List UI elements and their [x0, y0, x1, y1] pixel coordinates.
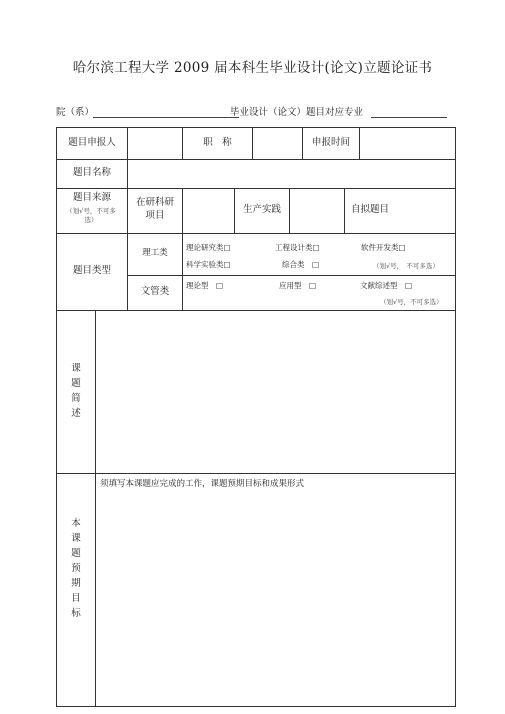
source-label: 题目来源: [72, 191, 111, 203]
department-label: 院（系）: [56, 107, 95, 118]
date-field[interactable]: [360, 128, 455, 159]
source-option-production[interactable]: 生产实践: [242, 204, 281, 216]
col-divider: [182, 233, 183, 310]
department-field[interactable]: [93, 117, 239, 118]
major-field[interactable]: [371, 117, 447, 118]
science-label: 理工类: [142, 248, 168, 259]
type-option-applied[interactable]: 应用型 □: [279, 281, 317, 290]
goal-field[interactable]: [96, 490, 455, 706]
applicant-field[interactable]: [128, 128, 182, 159]
type-option-comprehensive[interactable]: 综合类 □: [282, 260, 320, 269]
source-check-production[interactable]: [290, 188, 344, 233]
arts-label: 文管类: [140, 286, 170, 298]
topic-name-field[interactable]: [128, 159, 455, 188]
applicant-label: 题目申报人: [68, 137, 116, 149]
topic-name-label: 题目名称: [72, 167, 111, 179]
science-note: （划√号， 不可多选）: [373, 262, 439, 270]
type-option-theory[interactable]: 理论研究类□: [186, 243, 231, 252]
source-option-self[interactable]: 自拟题目: [350, 204, 389, 216]
major-label: 毕业设计（论文）题目对应专业: [230, 107, 364, 118]
date-label: 申报时间: [311, 137, 350, 149]
source-option-research[interactable]: 在研科研项目: [135, 197, 174, 221]
type-option-software[interactable]: 软件开发类□: [361, 243, 406, 252]
proposal-form: [56, 127, 456, 707]
type-label: 题目类型: [72, 265, 111, 277]
position-field[interactable]: [253, 128, 302, 159]
arts-note: （划√号，不可多选）: [380, 298, 443, 306]
goal-label: 本课题预期目标: [71, 518, 81, 619]
header-row: [56, 104, 456, 120]
document-title: 哈尔滨工程大学 2009 届本科生毕业设计(论文)立题论证书: [72, 60, 433, 76]
summary-label: 课题简述: [71, 363, 81, 419]
goal-instruction: 须填写本课题应完成的工作，课题预期目标和成果形式: [100, 479, 305, 489]
row-divider: [57, 473, 455, 474]
type-option-arts-theory[interactable]: 理论型 □: [186, 281, 224, 290]
type-option-review[interactable]: 文献综述型 □: [360, 281, 413, 290]
summary-field[interactable]: [96, 311, 455, 473]
type-option-engineering[interactable]: 工程设计类□: [275, 243, 320, 252]
col-divider: [127, 188, 128, 233]
source-check-research[interactable]: [183, 188, 234, 233]
source-note: （划√号，不可多选）: [66, 207, 116, 224]
type-option-experiment[interactable]: 科学实验类□: [186, 260, 231, 269]
position-label: 职 称: [203, 137, 232, 149]
